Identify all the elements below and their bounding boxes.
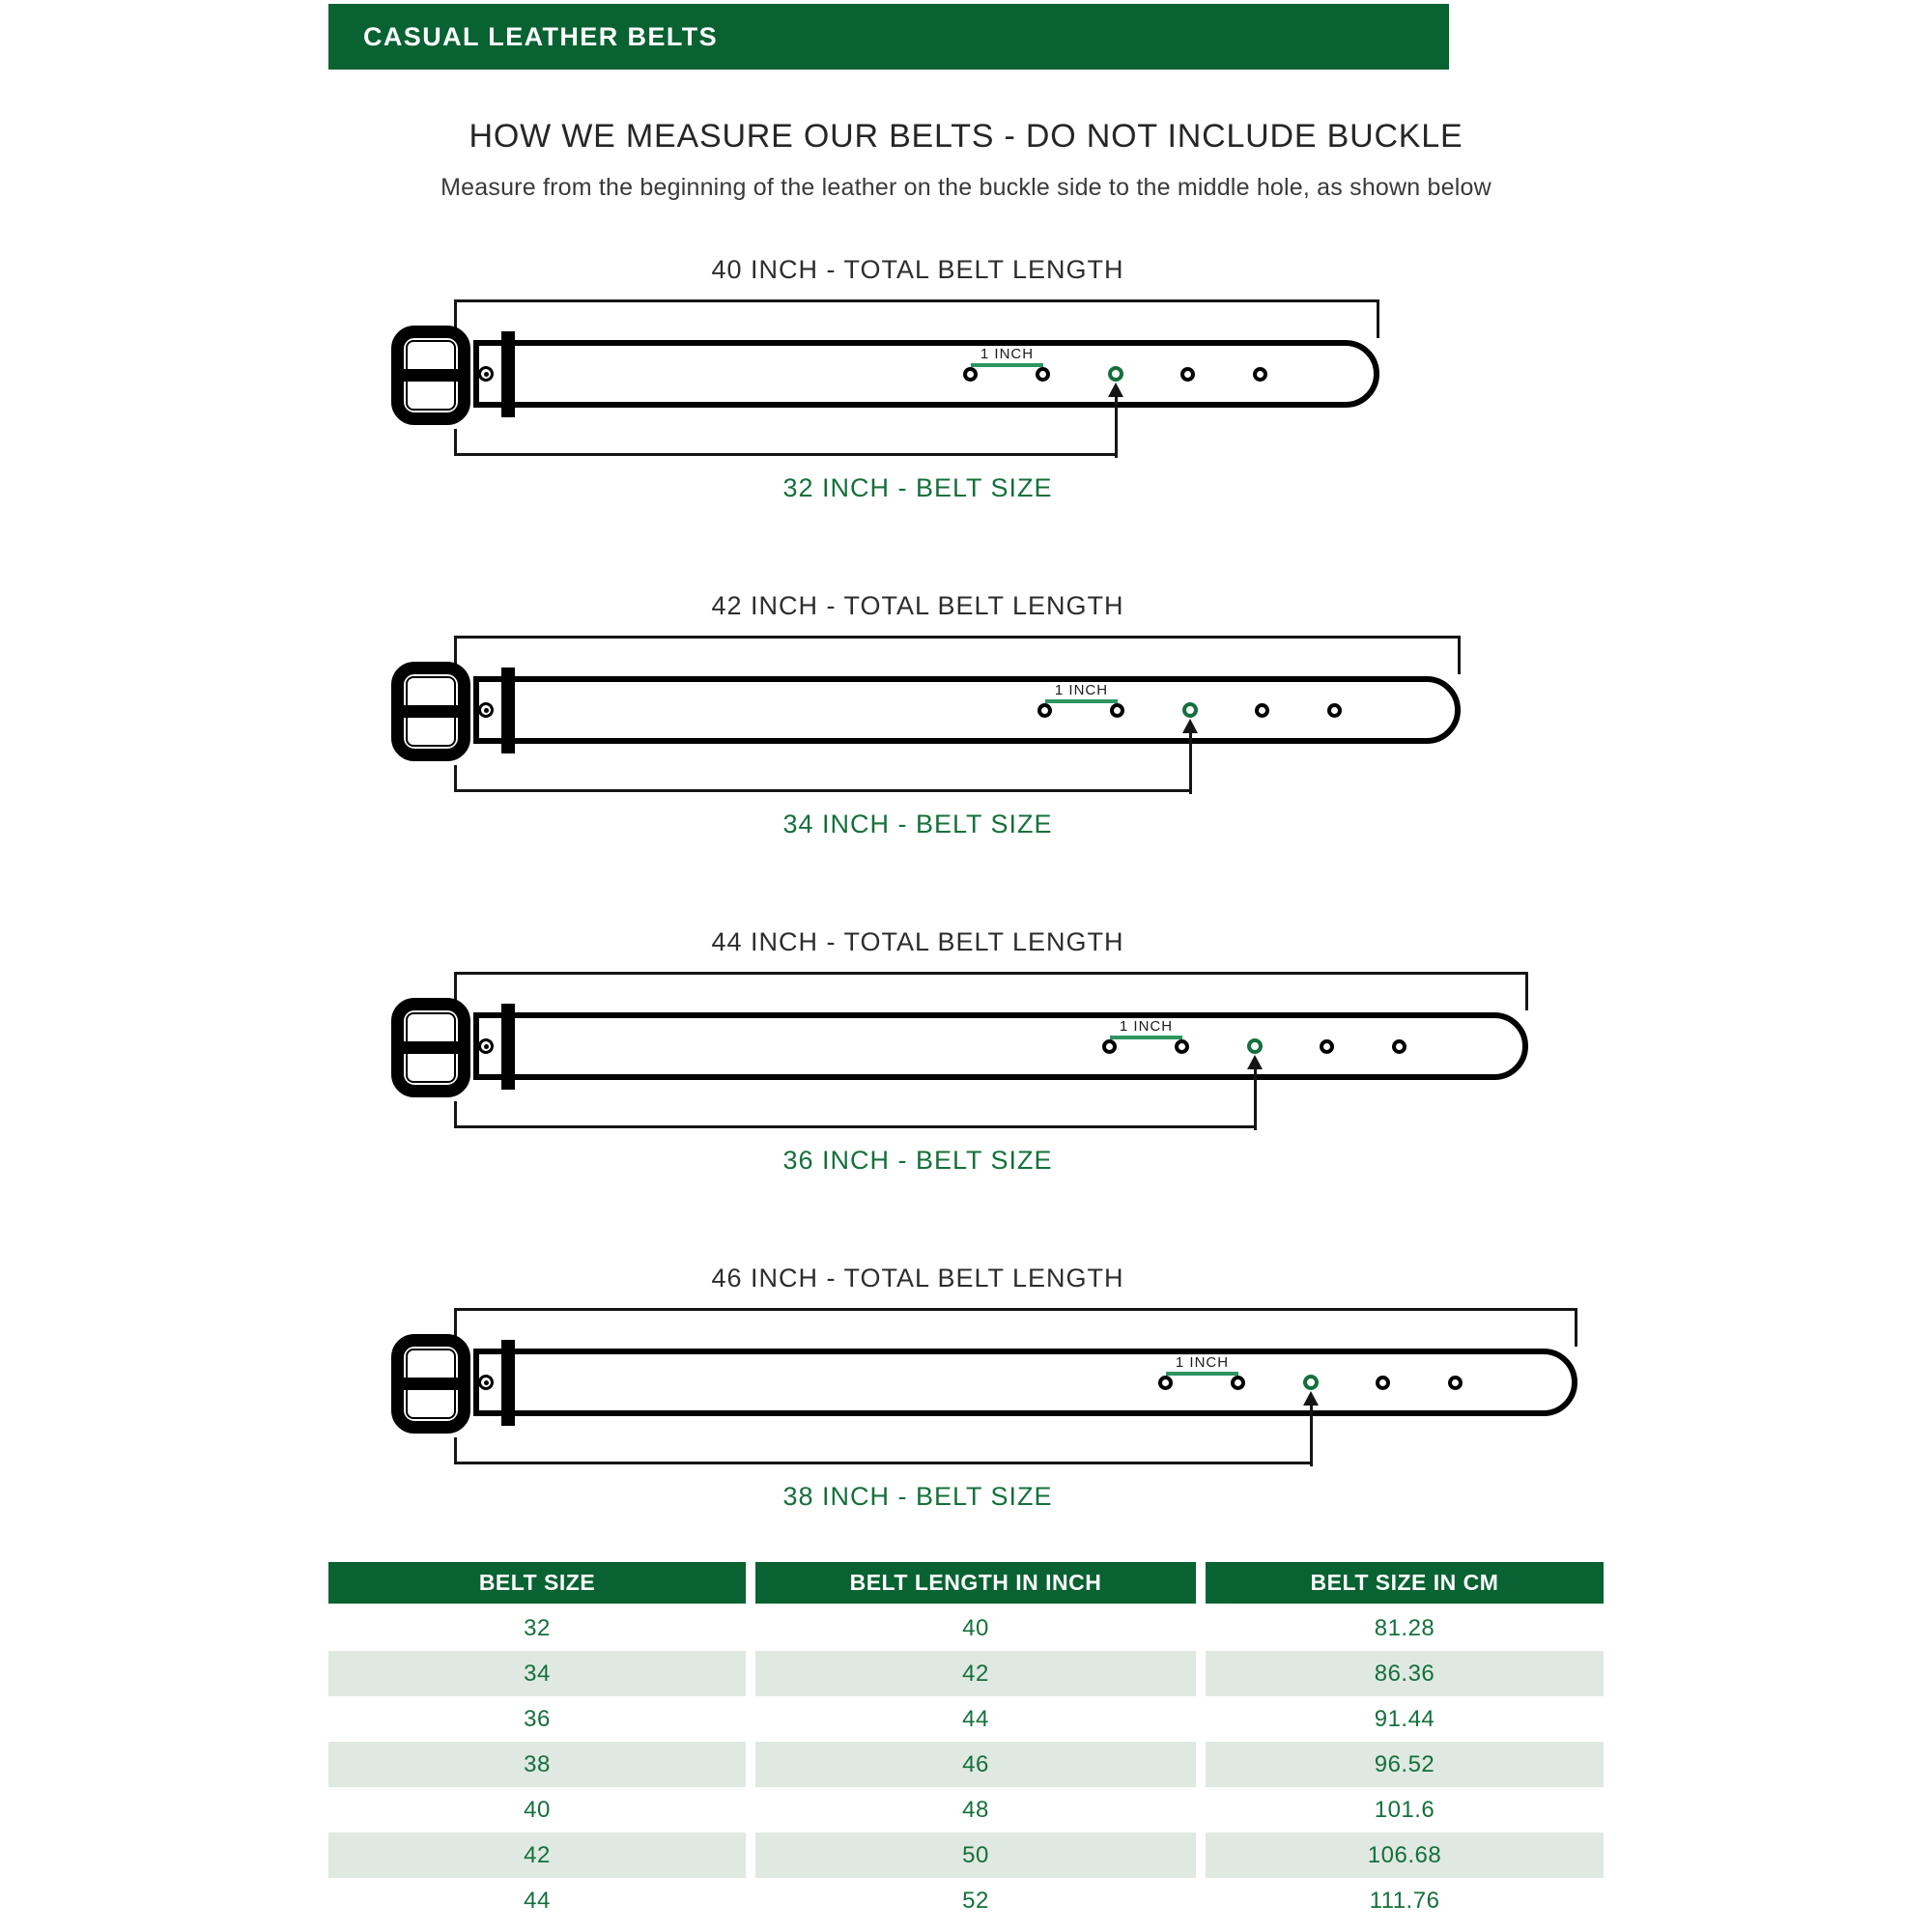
belt-size-value: 32 — [328, 1605, 746, 1651]
middle-hole-arrow-line — [1189, 732, 1192, 794]
belt-length-inch-value: 40 — [755, 1605, 1196, 1651]
belt-diagram-42-inch — [0, 568, 1932, 877]
one-inch-rule-line — [1110, 1036, 1182, 1039]
total-length-label: 44 INCH - TOTAL BELT LENGTH — [711, 927, 1124, 956]
belt-size-value: 40 — [328, 1787, 746, 1833]
one-inch-label: 1 INCH — [1054, 682, 1109, 698]
belt-hole — [1036, 367, 1050, 382]
table-row — [328, 1605, 1604, 1651]
belt-size-label: 38 INCH - BELT SIZE — [782, 1482, 1053, 1511]
belt-hole-middle-green — [1108, 366, 1123, 382]
belt-hole — [1327, 703, 1342, 718]
belt-hole — [1037, 703, 1052, 718]
middle-hole-arrow-icon — [1182, 719, 1198, 733]
table-row — [328, 1696, 1604, 1742]
belt-hole-middle-green — [1247, 1038, 1263, 1054]
total-length-bracket — [454, 972, 1528, 1010]
brand-title: CASUAL LEATHER BELTS — [363, 21, 719, 51]
buckle-rivet — [478, 1038, 494, 1054]
page-title: HOW WE MEASURE OUR BELTS - DO NOT INCLUDE BUCKLE — [469, 118, 1463, 155]
belt-keeper-loop — [501, 1004, 515, 1090]
belt-diagram-40-inch — [0, 232, 1932, 541]
belt-size-value: 38 — [328, 1742, 746, 1787]
belt-length-inch-value: 44 — [755, 1696, 1196, 1742]
total-length-label: 46 INCH - TOTAL BELT LENGTH — [711, 1264, 1124, 1293]
table-row — [328, 1742, 1604, 1787]
one-inch-label: 1 INCH — [1175, 1354, 1230, 1371]
middle-hole-arrow-line — [1254, 1068, 1257, 1130]
belt-hole — [1102, 1039, 1117, 1054]
column-header-belt-size: BELT SIZE — [328, 1562, 746, 1604]
page-subtitle: Measure from the beginning of the leather on the buckle side to the middle hole, as shown below — [440, 174, 1492, 201]
belt-size-cm-value: 96.52 — [1206, 1742, 1604, 1787]
table-row — [328, 1787, 1604, 1833]
one-inch-label: 1 INCH — [1119, 1018, 1174, 1035]
belt-size-value: 42 — [328, 1833, 746, 1878]
one-inch-rule-line — [1166, 1372, 1238, 1376]
belt-hole — [1253, 367, 1267, 382]
belt-length-inch-value: 52 — [755, 1878, 1196, 1923]
belt-hole — [1392, 1039, 1406, 1054]
belt-hole — [1448, 1376, 1463, 1390]
belt-size-value: 36 — [328, 1696, 746, 1742]
belt-hole — [1320, 1039, 1334, 1054]
middle-hole-arrow-icon — [1247, 1055, 1263, 1069]
belt-keeper-loop — [501, 1340, 515, 1426]
column-header-belt-length-inch: BELT LENGTH IN INCH — [755, 1562, 1196, 1604]
belt-length-inch-value: 46 — [755, 1742, 1196, 1787]
belt-size-table — [328, 1562, 1604, 1923]
total-length-label: 42 INCH - TOTAL BELT LENGTH — [711, 591, 1124, 620]
table-header-row — [328, 1562, 1604, 1604]
belt-hole — [963, 367, 978, 382]
belt-hole — [1158, 1376, 1173, 1390]
belt-diagram-44-inch — [0, 904, 1932, 1213]
belt-size-cm-value: 106.68 — [1206, 1833, 1604, 1878]
belt-size-cm-value: 81.28 — [1206, 1605, 1604, 1651]
belt-diagram-46-inch — [0, 1240, 1932, 1549]
belt-size-bracket — [454, 1101, 1255, 1128]
middle-hole-arrow-icon — [1108, 383, 1123, 397]
belt-size-bracket — [454, 429, 1116, 456]
table-row — [328, 1833, 1604, 1878]
belt-keeper-loop — [501, 331, 515, 417]
belt-strap — [473, 340, 1379, 408]
belt-hole — [1231, 1376, 1245, 1390]
one-inch-rule-line — [1045, 699, 1118, 703]
belt-hole-middle-green — [1303, 1375, 1319, 1390]
middle-hole-arrow-line — [1310, 1405, 1313, 1466]
belt-size-label: 34 INCH - BELT SIZE — [782, 810, 1053, 838]
total-length-label: 40 INCH - TOTAL BELT LENGTH — [711, 255, 1124, 284]
total-length-bracket — [454, 299, 1379, 338]
belt-strap — [473, 1349, 1577, 1416]
belt-length-inch-value: 50 — [755, 1833, 1196, 1878]
buckle-rivet — [478, 366, 494, 382]
buckle-prong — [401, 369, 461, 382]
buckle-rivet — [478, 702, 494, 718]
belt-size-value: 44 — [328, 1878, 746, 1923]
table-row — [328, 1878, 1604, 1923]
one-inch-label: 1 INCH — [980, 346, 1035, 362]
total-length-bracket — [454, 1308, 1577, 1347]
belt-hole — [1376, 1376, 1390, 1390]
belt-hole — [1255, 703, 1269, 718]
belt-hole — [1180, 367, 1195, 382]
belt-size-cm-value: 101.6 — [1206, 1787, 1604, 1833]
table-row — [328, 1651, 1604, 1696]
buckle-prong — [401, 1378, 461, 1390]
belt-size-bracket — [454, 765, 1190, 792]
belt-keeper-loop — [501, 668, 515, 753]
one-inch-rule-line — [971, 363, 1043, 367]
belt-hole-middle-green — [1182, 702, 1198, 718]
belt-size-cm-value: 111.76 — [1206, 1878, 1604, 1923]
belt-size-label: 36 INCH - BELT SIZE — [782, 1146, 1053, 1175]
buckle-prong — [401, 705, 461, 718]
belt-strap — [473, 1012, 1528, 1080]
belt-hole — [1175, 1039, 1189, 1054]
middle-hole-arrow-line — [1115, 396, 1118, 458]
table-body — [328, 1605, 1604, 1923]
belt-size-bracket — [454, 1437, 1311, 1464]
belt-size-cm-value: 91.44 — [1206, 1696, 1604, 1742]
belt-length-inch-value: 42 — [755, 1651, 1196, 1696]
buckle-prong — [401, 1041, 461, 1054]
belt-size-cm-value: 86.36 — [1206, 1651, 1604, 1696]
column-header-belt-size-cm: BELT SIZE IN CM — [1206, 1562, 1604, 1604]
middle-hole-arrow-icon — [1303, 1391, 1319, 1406]
belt-size-label: 32 INCH - BELT SIZE — [782, 473, 1053, 502]
belt-size-value: 34 — [328, 1651, 746, 1696]
belt-strap — [473, 676, 1461, 744]
buckle-rivet — [478, 1375, 494, 1390]
total-length-bracket — [454, 636, 1461, 674]
brand-header-bar — [328, 4, 1449, 70]
belt-hole — [1110, 703, 1124, 718]
belt-length-inch-value: 48 — [755, 1787, 1196, 1833]
